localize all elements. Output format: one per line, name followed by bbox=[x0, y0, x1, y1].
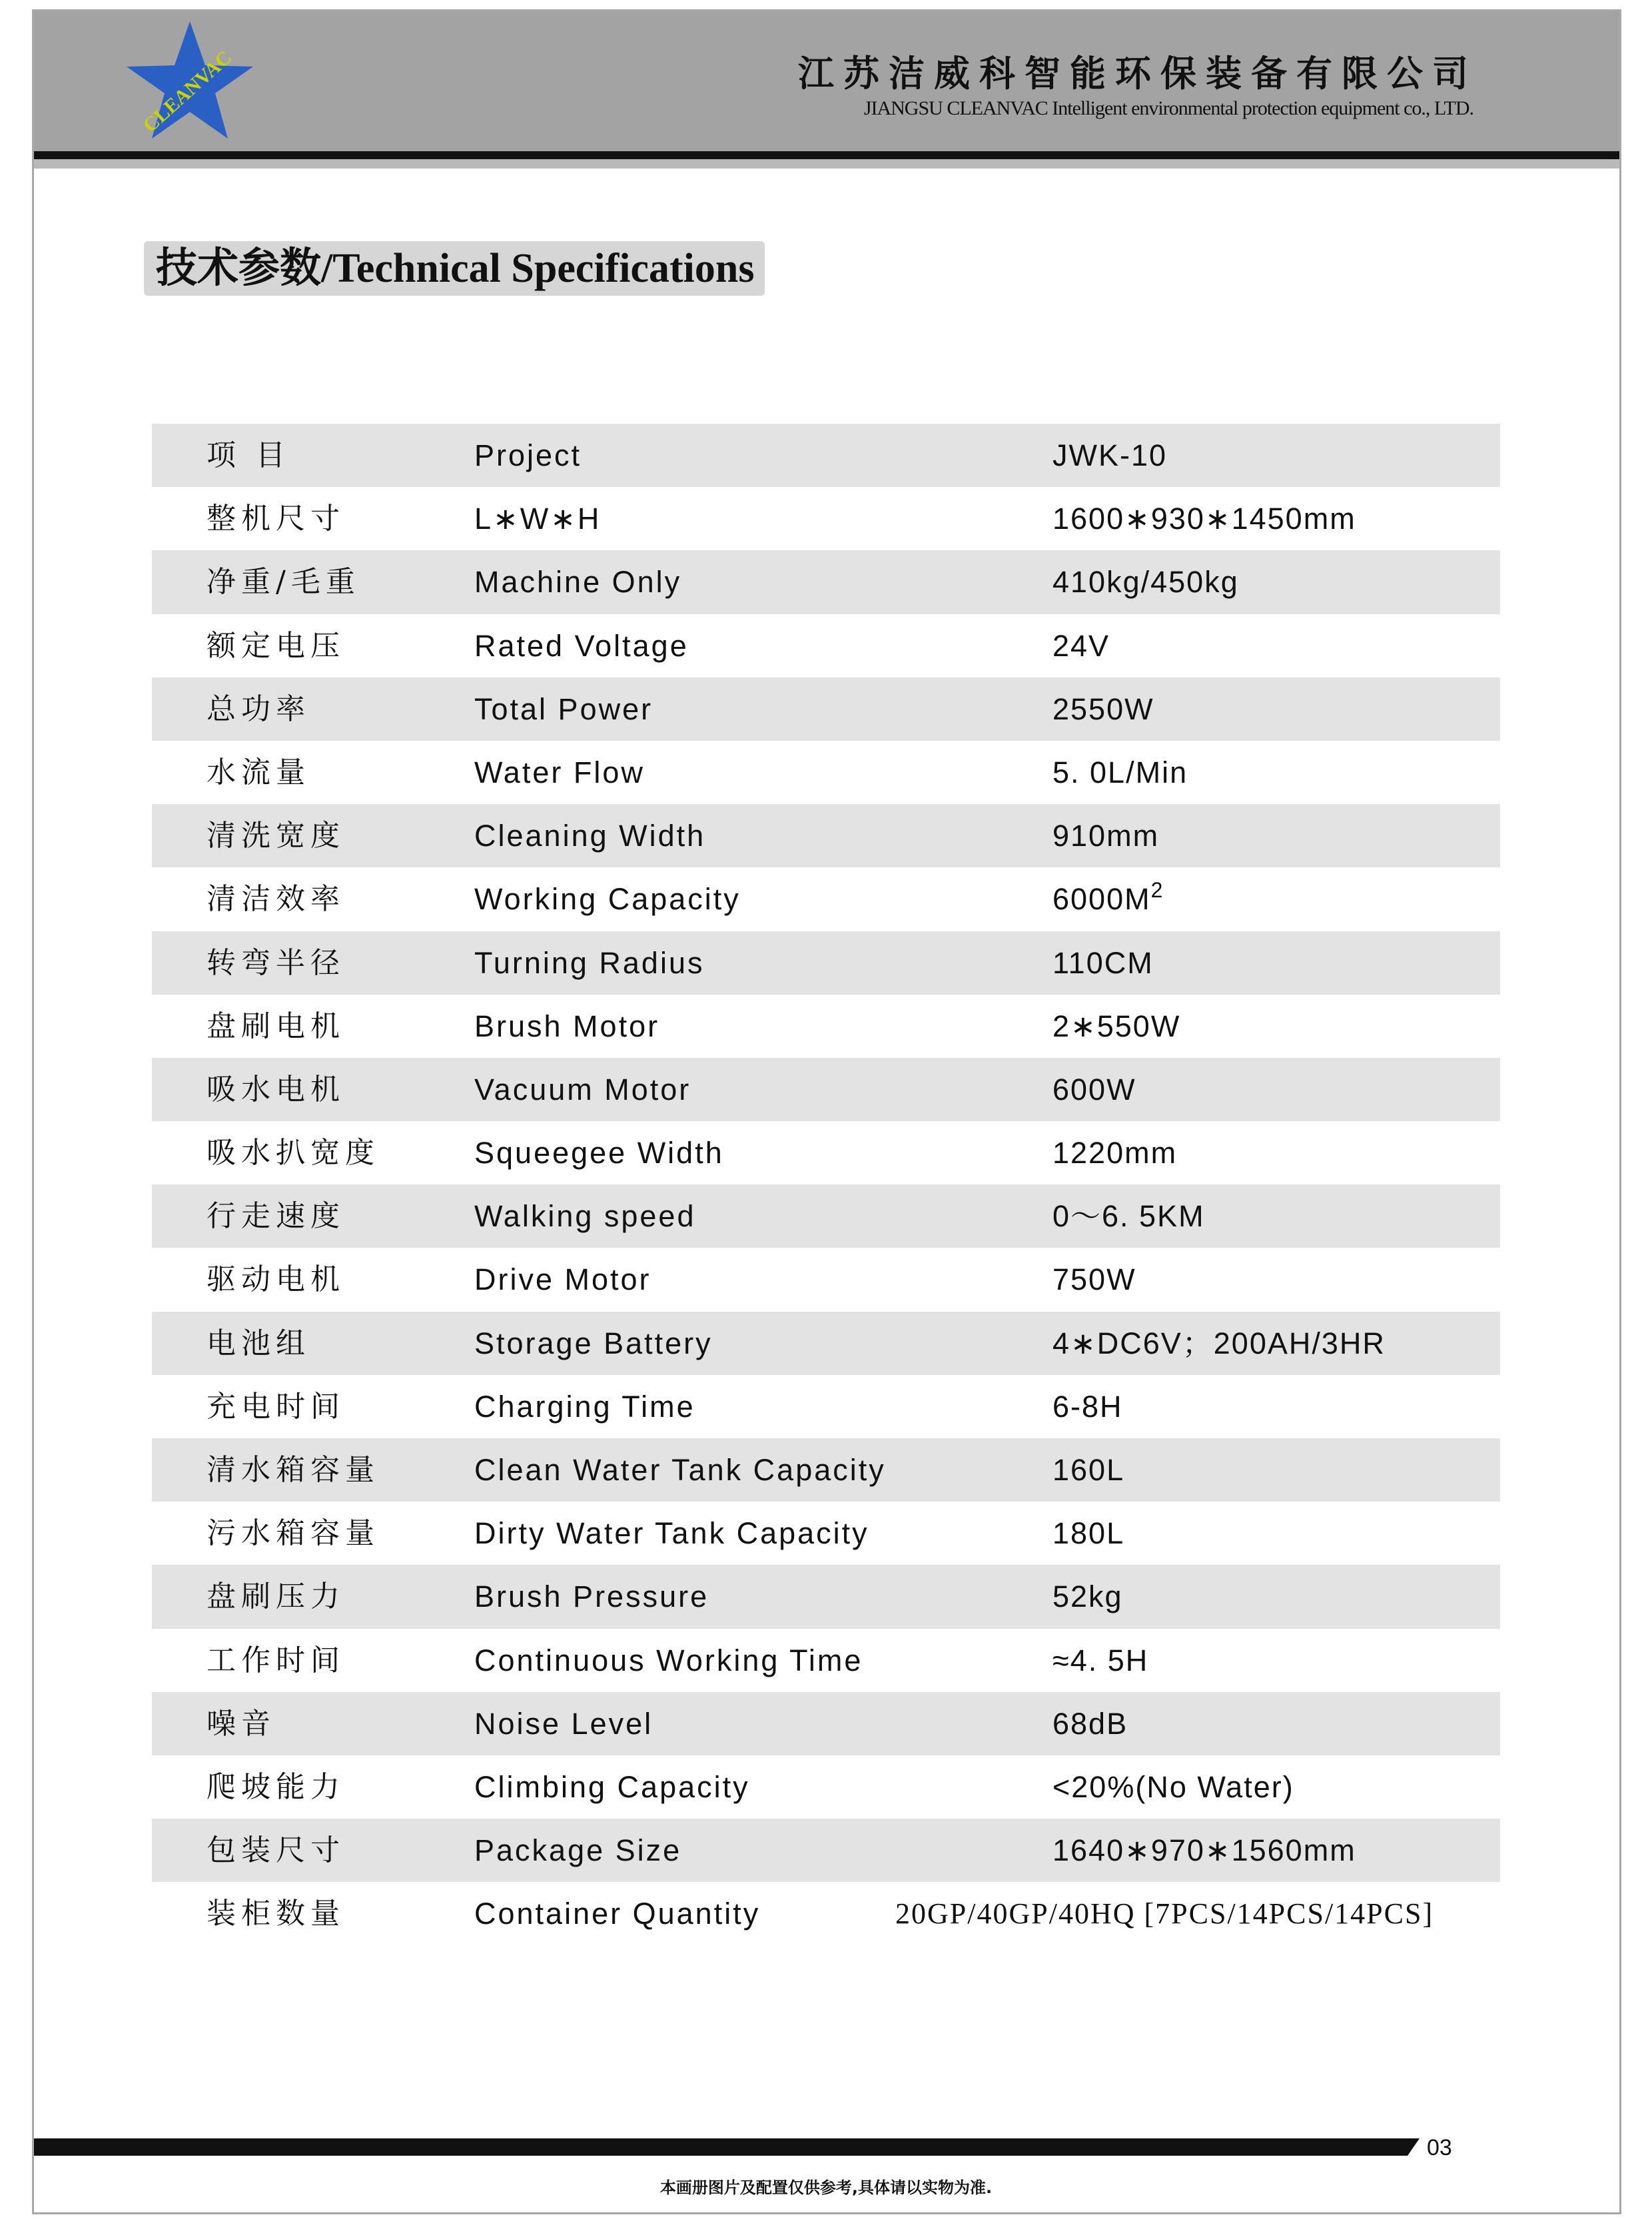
spec-row bbox=[152, 1375, 1500, 1438]
spec-value bbox=[1052, 867, 1164, 931]
header-rule bbox=[34, 151, 1619, 159]
spec-value-text: 2550W bbox=[1052, 691, 1154, 726]
spec-row bbox=[152, 1058, 1500, 1121]
cleanvac-logo bbox=[127, 20, 260, 140]
spec-value-text: 1600∗930∗1450mm bbox=[1052, 502, 1356, 536]
spec-label-cn: 工作时间 bbox=[206, 1643, 345, 1677]
spec-row bbox=[152, 741, 1500, 804]
spec-label-cn: 噪音 bbox=[206, 1706, 276, 1741]
spec-row bbox=[152, 614, 1500, 677]
spec-label-en: Project bbox=[474, 438, 582, 472]
spec-label-en: Charging Time bbox=[474, 1389, 695, 1424]
spec-value bbox=[1052, 741, 1188, 804]
spec-value-text: 1640∗970∗1560mm bbox=[1052, 1833, 1356, 1868]
spec-label-en: Noise Level bbox=[474, 1706, 653, 1741]
spec-row bbox=[152, 1121, 1500, 1184]
spec-value-text: 1220mm bbox=[1052, 1136, 1178, 1170]
spec-row bbox=[152, 1184, 1500, 1248]
spec-row bbox=[152, 1312, 1500, 1375]
spec-value-text: 910mm bbox=[1052, 819, 1160, 853]
spec-value bbox=[1052, 1058, 1136, 1121]
spec-value-text: JWK-10 bbox=[1052, 438, 1168, 472]
spec-label-cn: 吸水扒宽度 bbox=[206, 1136, 380, 1170]
logo-text: CLEANVAC bbox=[139, 46, 236, 137]
spec-label-cn: 清水箱容量 bbox=[206, 1453, 380, 1487]
spec-label-en: Container Quantity bbox=[474, 1897, 761, 1931]
spec-label-cn: 电池组 bbox=[206, 1326, 310, 1360]
spec-row bbox=[152, 1882, 1500, 1945]
spec-label-cn: 整机尺寸 bbox=[206, 502, 345, 536]
spec-row bbox=[152, 1502, 1500, 1565]
spec-row bbox=[152, 550, 1500, 614]
spec-label-cn: 行走速度 bbox=[206, 1199, 345, 1234]
spec-label-cn: 额定电压 bbox=[206, 628, 345, 663]
spec-label-en: L∗W∗H bbox=[474, 502, 602, 536]
spec-label-en: Working Capacity bbox=[474, 882, 741, 917]
spec-label-cn: 转弯半径 bbox=[206, 945, 345, 980]
spec-label-en: Total Power bbox=[474, 691, 653, 726]
spec-value bbox=[1052, 1184, 1205, 1248]
spec-value bbox=[1052, 931, 1154, 995]
spec-row bbox=[152, 1692, 1500, 1755]
spec-label-en: Continuous Working Time bbox=[474, 1643, 863, 1677]
spec-row bbox=[152, 424, 1500, 487]
spec-value bbox=[1052, 1438, 1124, 1502]
spec-value-text: 6-8H bbox=[1052, 1389, 1123, 1424]
page-number: 03 bbox=[1427, 2135, 1452, 2160]
spec-row bbox=[152, 995, 1500, 1058]
spec-row bbox=[152, 1629, 1500, 1692]
spec-label-cn: 爬坡能力 bbox=[206, 1769, 345, 1804]
spec-label-cn: 盘刷电机 bbox=[206, 1009, 345, 1043]
spec-value bbox=[1052, 487, 1356, 550]
footer-bar bbox=[34, 2137, 1420, 2157]
spec-value-text: 4∗DC6V；200AH/3HR bbox=[1052, 1326, 1386, 1360]
spec-value-text: 6000M bbox=[1052, 882, 1151, 917]
spec-row bbox=[152, 931, 1500, 995]
spec-value-superscript: 2 bbox=[1150, 878, 1164, 903]
spec-value bbox=[1052, 1629, 1148, 1692]
spec-value bbox=[1052, 614, 1110, 677]
spec-value-text: 110CM bbox=[1052, 945, 1154, 980]
spec-value bbox=[1052, 677, 1154, 741]
spec-label-en: Cleaning Width bbox=[474, 819, 706, 853]
footer-disclaimer: 本画册图片及配置仅供参考,具体请以实物为准. bbox=[659, 2178, 993, 2197]
spec-label-en: Vacuum Motor bbox=[474, 1072, 691, 1107]
spec-row bbox=[152, 1248, 1500, 1311]
spec-label-cn: 装柜数量 bbox=[206, 1897, 345, 1931]
spec-row bbox=[152, 867, 1500, 931]
spec-label-en: Brush Pressure bbox=[474, 1579, 709, 1614]
spec-label-en: Water Flow bbox=[474, 755, 645, 789]
spec-value bbox=[895, 1882, 1434, 1945]
spec-value bbox=[1052, 424, 1167, 487]
spec-label-en: Machine Only bbox=[474, 565, 682, 600]
spec-value-text: 68dB bbox=[1052, 1706, 1128, 1741]
spec-label-cn: 总功率 bbox=[206, 691, 310, 726]
spec-label-cn: 项 目 bbox=[206, 438, 290, 472]
spec-value-text: 750W bbox=[1052, 1262, 1136, 1297]
spec-value-text: 600W bbox=[1052, 1072, 1136, 1107]
spec-label-cn: 盘刷压力 bbox=[206, 1579, 345, 1614]
section-title: 技术参数/Technical Specifications bbox=[144, 241, 765, 296]
spec-label-en: Turning Radius bbox=[474, 945, 705, 980]
spec-value bbox=[1052, 1312, 1386, 1375]
spec-value bbox=[1052, 804, 1159, 867]
spec-row bbox=[152, 1755, 1500, 1819]
spec-value-text: 5. 0L/Min bbox=[1052, 755, 1188, 789]
spec-label-cn: 清洗宽度 bbox=[206, 819, 345, 853]
spec-label-en: Brush Motor bbox=[474, 1009, 660, 1043]
spec-label-cn: 清洁效率 bbox=[206, 882, 345, 917]
spec-label-cn: 污水箱容量 bbox=[206, 1516, 380, 1551]
spec-label-en: Dirty Water Tank Capacity bbox=[474, 1516, 869, 1551]
spec-value-text: 180L bbox=[1052, 1516, 1125, 1551]
spec-row bbox=[152, 1565, 1500, 1628]
spec-value bbox=[1052, 550, 1239, 614]
company-name-en: JIANGSU CLEANVAC Intelligent environmental protection equipment co., LTD. bbox=[863, 97, 1473, 119]
spec-row bbox=[152, 677, 1500, 741]
spec-row bbox=[152, 804, 1500, 867]
spec-label-cn: 充电时间 bbox=[206, 1389, 345, 1424]
spec-label-en: Rated Voltage bbox=[474, 628, 689, 663]
spec-label-en: Package Size bbox=[474, 1833, 682, 1868]
spec-label-en: Squeegee Width bbox=[474, 1136, 724, 1170]
spec-value-text: 160L bbox=[1052, 1453, 1125, 1487]
spec-row bbox=[152, 487, 1500, 550]
spec-value bbox=[1052, 995, 1180, 1058]
spec-label-en: Clean Water Tank Capacity bbox=[474, 1453, 886, 1487]
spec-label-cn: 驱动电机 bbox=[206, 1262, 345, 1297]
spec-label-en: Storage Battery bbox=[474, 1326, 713, 1360]
spec-value bbox=[1052, 1819, 1356, 1882]
spec-value bbox=[1052, 1565, 1123, 1628]
spec-value bbox=[1052, 1375, 1123, 1438]
spec-value-text: ≈4. 5H bbox=[1052, 1643, 1149, 1677]
spec-value-text: <20%(No Water) bbox=[1052, 1769, 1294, 1804]
header-rule-shadow bbox=[34, 159, 1619, 169]
spec-value-text: 24V bbox=[1052, 628, 1110, 663]
spec-value-text: 20GP/40GP/40HQ [7PCS/14PCS/14PCS] bbox=[895, 1897, 1434, 1931]
spec-label-en: Walking speed bbox=[474, 1199, 696, 1234]
spec-row bbox=[152, 1819, 1500, 1882]
spec-value bbox=[1052, 1755, 1294, 1819]
spec-label-cn: 水流量 bbox=[206, 755, 310, 789]
spec-label-cn: 吸水电机 bbox=[206, 1072, 345, 1107]
company-name-cn: 江苏洁威科智能环保装备有限公司 bbox=[798, 52, 1477, 95]
spec-row bbox=[152, 1438, 1500, 1502]
spec-value-text: 2∗550W bbox=[1052, 1009, 1181, 1043]
spec-value bbox=[1052, 1502, 1124, 1565]
spec-value-text: 410kg/450kg bbox=[1052, 565, 1239, 600]
spec-value bbox=[1052, 1692, 1128, 1755]
spec-table bbox=[152, 424, 1500, 1946]
spec-value bbox=[1052, 1248, 1136, 1311]
spec-value bbox=[1052, 1121, 1177, 1184]
spec-label-en: Drive Motor bbox=[474, 1262, 651, 1297]
spec-label-cn: 净重/毛重 bbox=[206, 565, 360, 600]
spec-label-cn: 包装尺寸 bbox=[206, 1833, 345, 1868]
spec-label-en: Climbing Capacity bbox=[474, 1769, 750, 1804]
spec-value-text: 0〜6. 5KM bbox=[1052, 1199, 1205, 1234]
spec-value-text: 52kg bbox=[1052, 1579, 1123, 1614]
